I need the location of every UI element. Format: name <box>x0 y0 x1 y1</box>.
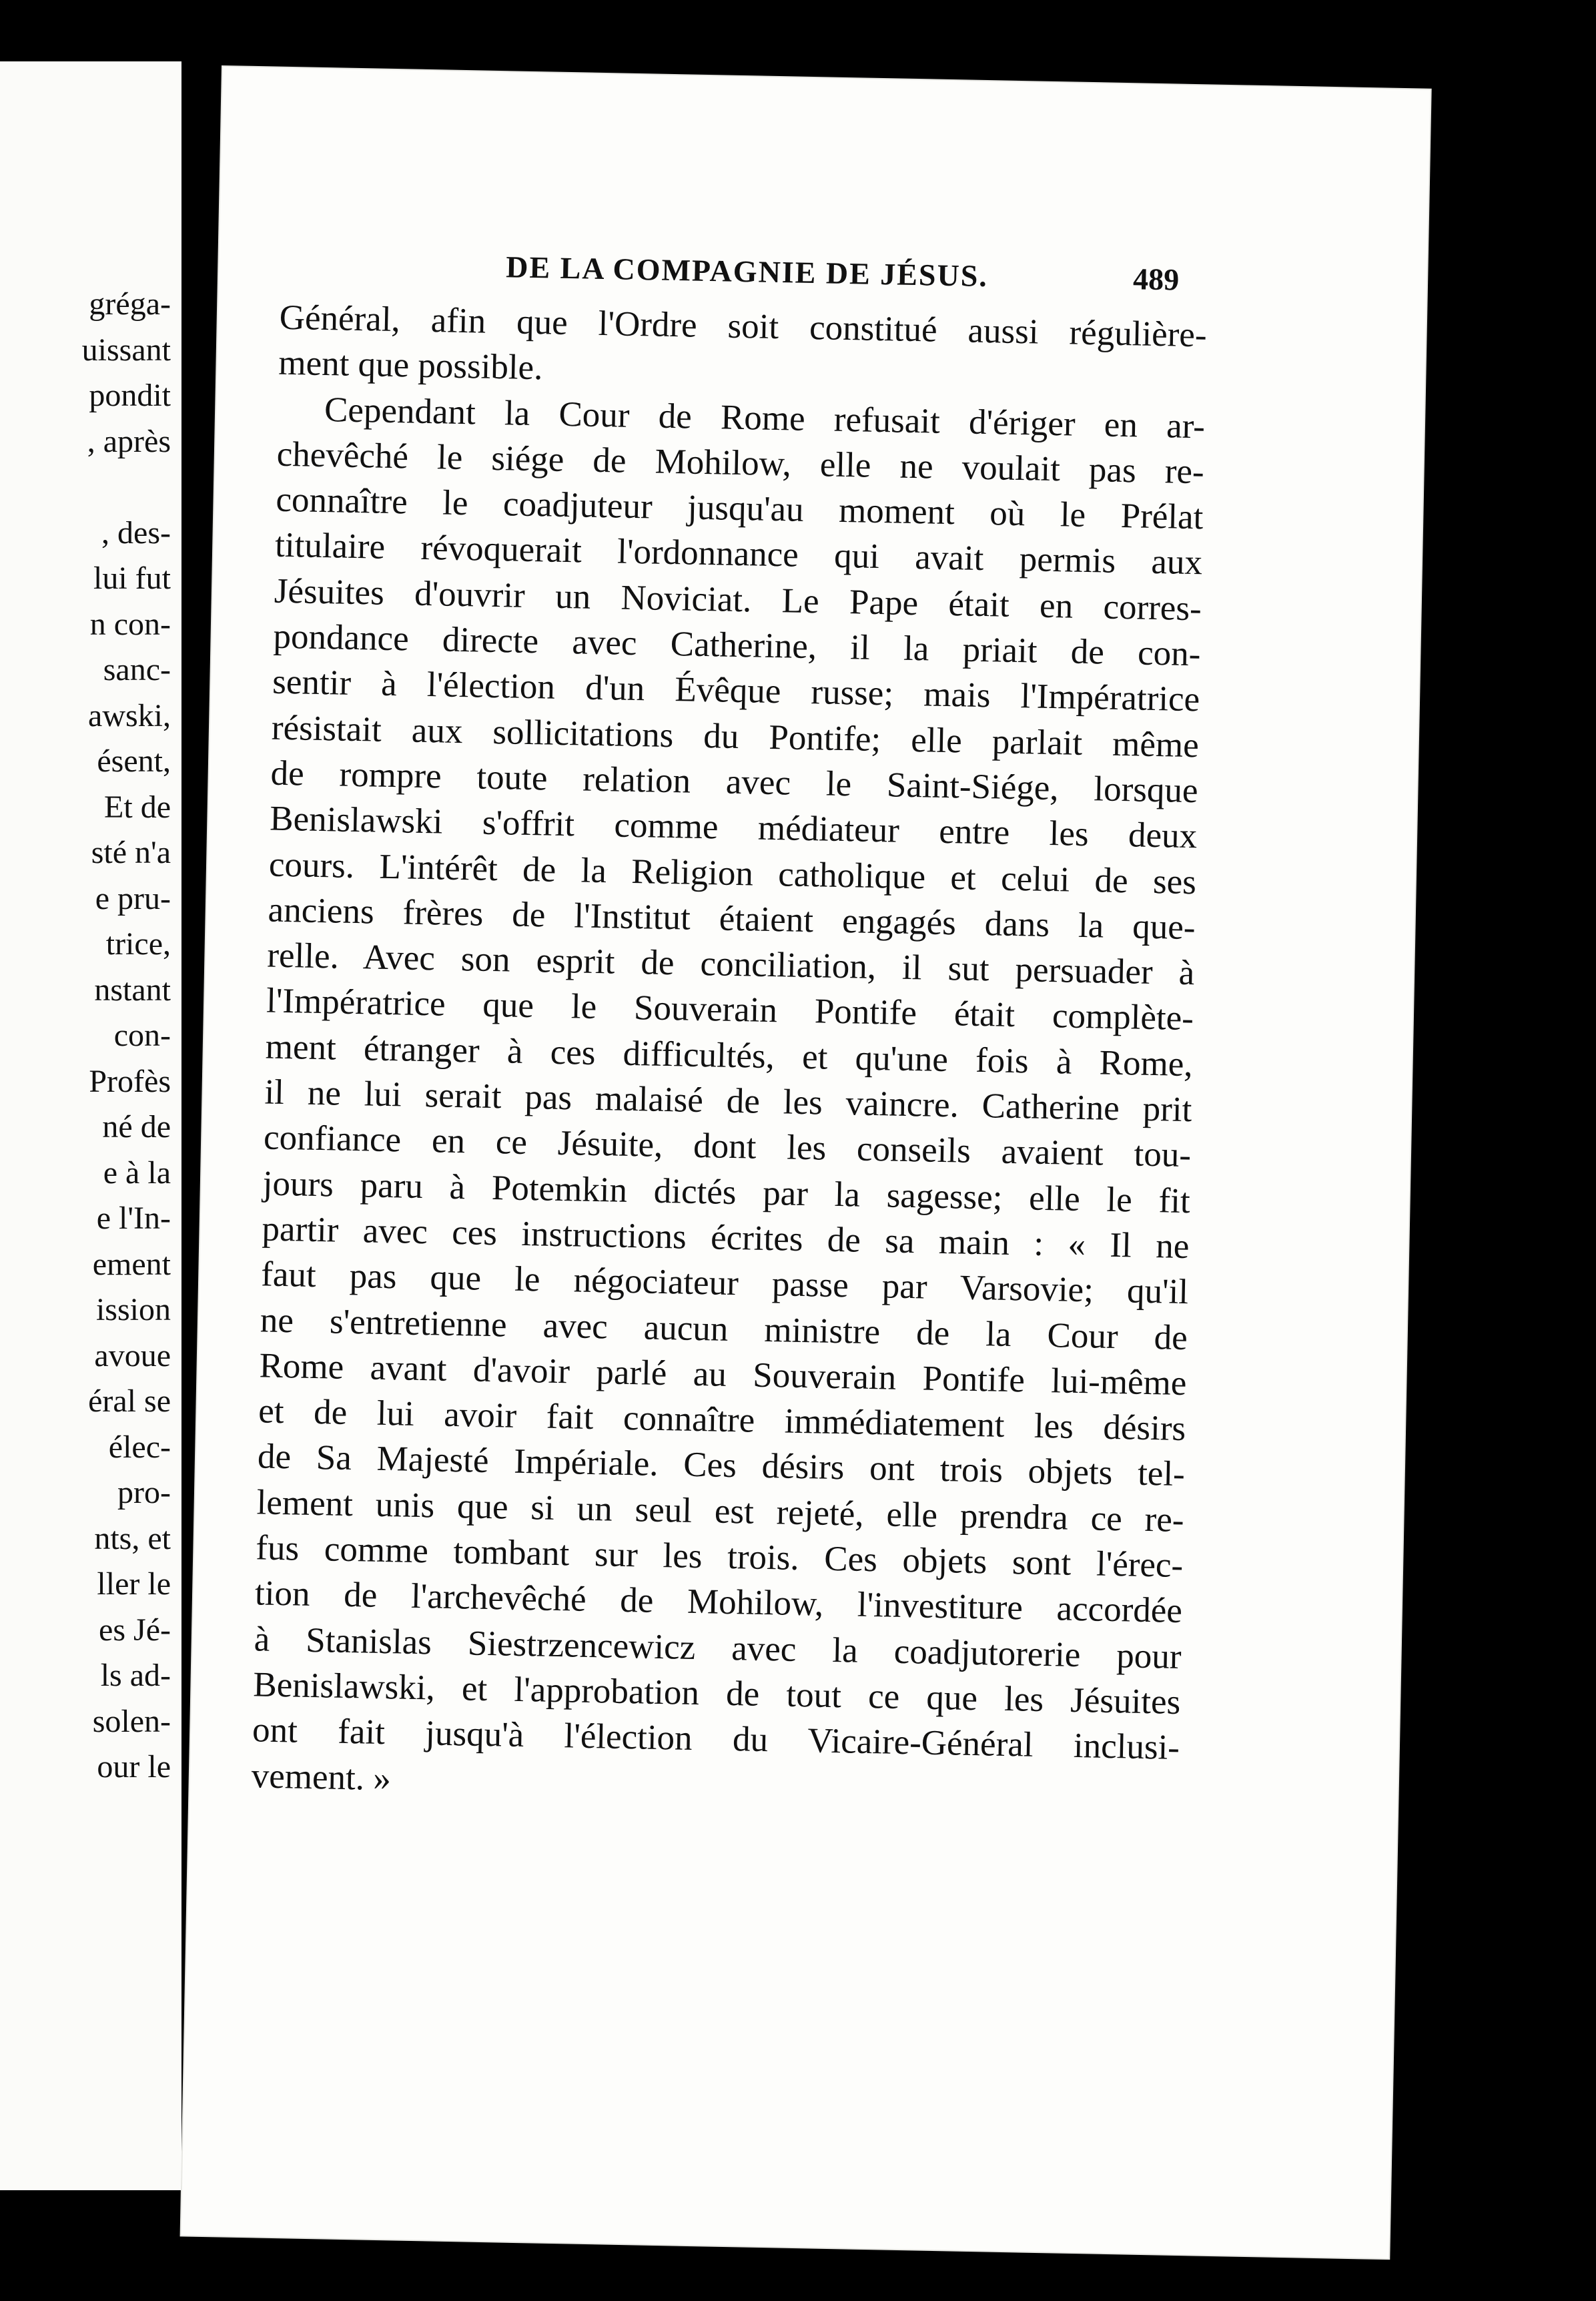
previous-page-line: élec- <box>108 1429 171 1465</box>
text-line: ont fait jusqu'à l'élection du Vicaire-Général inclusi- <box>252 1710 1180 1768</box>
previous-page-line: ement <box>92 1246 171 1282</box>
text-line: lement unis que si un seul est rejeté, elle prendra ce re- <box>256 1483 1185 1540</box>
previous-page-line: awski, <box>88 697 171 733</box>
text-line: ment étranger à ces difficultés, et qu'une fois à Rome, <box>265 1027 1194 1084</box>
previous-page-line: uissant <box>81 332 171 368</box>
running-head: DE LA COMPAGNIE DE JÉSUS. <box>505 250 989 294</box>
text-line: Benislawski, et l'approbation de tout ce que les Jésuites <box>252 1665 1181 1722</box>
body-text <box>251 295 1207 1817</box>
text-line: anciens frères de l'Institut étaient engagés dans la que- <box>268 890 1196 948</box>
previous-page-line: grégа- <box>89 286 171 322</box>
text-line: tion de l'archevêché de Mohilow, l'investiture accordée <box>254 1574 1183 1631</box>
previous-page-line: e pru- <box>95 880 171 916</box>
text-line: résistait aux sollicitations du Pontife; elle parlait même <box>271 708 1200 765</box>
text-line: connaître le coadjuteur jusqu'au moment où le Prélat <box>276 480 1204 537</box>
book-page <box>181 67 1431 2258</box>
text-line: Cependant la Cour de Rome refusait d'ériger en ar- <box>324 390 1206 446</box>
text-line: titulaire révoquerait l'ordonnance qui avait permis aux <box>274 526 1203 583</box>
previous-page-line: nts, et <box>94 1520 171 1556</box>
text-line: ne s'entretienne avec aucun ministre de la Cour de <box>260 1300 1188 1357</box>
text-line: pondance directe avec Catherine, il la priait de con- <box>273 617 1201 674</box>
text-line: confiance en ce Jésuite, dont les conseils avaient tou- <box>263 1118 1192 1175</box>
text-line: cours. L'intérêt de la Religion catholique et celui de ses <box>268 845 1197 902</box>
text-line: faut pas que le négociateur passe par Varsovie; qu'il <box>260 1255 1189 1312</box>
text-line: et de lui avoir fait connaître immédiatement les désirs <box>258 1391 1186 1449</box>
text-line: Rome avant d'avoir parlé au Souverain Pontife lui-même <box>259 1346 1187 1403</box>
previous-page-line: ésent, <box>97 743 171 779</box>
text-line: relle. Avec son esprit de conciliation, il sut persuader à <box>266 936 1195 993</box>
text-line: jours paru à Potemkin dictés par la sagesse; elle le fit <box>262 1164 1191 1221</box>
previous-page-line: , après <box>87 423 171 459</box>
text-line: vement. » <box>251 1756 392 1798</box>
previous-page-line: trice, <box>105 926 171 962</box>
previous-page-line: e l'In- <box>96 1201 171 1236</box>
text-line: de Sa Majesté Impériale. Ces désirs ont trois objets tel- <box>257 1437 1186 1494</box>
text-line: ment que possible. <box>278 343 543 388</box>
previous-page-line: solen- <box>92 1703 171 1739</box>
previous-page-line: lui fut <box>93 561 171 596</box>
previous-page-line: n con- <box>89 606 171 642</box>
previous-page-line: ls ad- <box>100 1658 171 1693</box>
text-line: Général, afin que l'Ordre soit constitué aussi régulière- <box>279 298 1208 355</box>
previous-page-line: éral se <box>88 1383 171 1419</box>
previous-page-line: ission <box>95 1292 171 1327</box>
text-line: de rompre toute relation avec le Saint-Siége, lorsque <box>270 753 1198 811</box>
previous-page-line: pro- <box>117 1475 171 1510</box>
previous-page-line: e à la <box>103 1155 171 1191</box>
previous-page-fragment <box>0 61 181 2190</box>
previous-page-line: né de <box>102 1109 171 1144</box>
previous-page-line: con- <box>113 1018 171 1053</box>
previous-page-line: es Jé- <box>99 1612 171 1648</box>
previous-page-line: Profès <box>89 1063 171 1099</box>
previous-page-line: sanc- <box>103 652 171 687</box>
text-line: Benislawski s'offrit comme médiateur entre les deux <box>269 799 1198 856</box>
text-line: il ne lui serait pas malaisé de les vaincre. Catherine prit <box>264 1072 1192 1130</box>
text-line: Jésuites d'ouvrir un Noviciat. Le Pape était en corres- <box>274 571 1202 629</box>
text-line: partir avec ces instructions écrites de sa main : « Il ne <box>262 1209 1190 1267</box>
text-line: sentir à l'élection d'un Évêque russe; mais l'Impératrice <box>272 662 1200 719</box>
previous-page-line: our le <box>97 1749 171 1784</box>
previous-page-line-endings <box>82 282 171 1790</box>
previous-page-line: pondit <box>89 378 171 413</box>
text-line: l'Impératrice que le Souverain Pontife était complète- <box>266 981 1194 1038</box>
previous-page-line: sté n'a <box>91 835 171 870</box>
page-number: 489 <box>1132 262 1180 297</box>
previous-page-line: , des- <box>101 515 171 551</box>
previous-page-line: Et de <box>104 789 171 825</box>
previous-page-line: ller le <box>97 1566 171 1602</box>
text-line: chevêché le siége de Mohilow, elle ne voulait pas re- <box>276 434 1205 492</box>
text-line: à Stanislas Siestrzencewicz avec la coadjutorerie pour <box>254 1619 1182 1676</box>
previous-page-line: avoue <box>94 1337 171 1373</box>
text-line: fus comme tombant sur les trois. Ces objets sont l'érec- <box>255 1528 1184 1586</box>
previous-page-line: nstant <box>94 972 171 1008</box>
